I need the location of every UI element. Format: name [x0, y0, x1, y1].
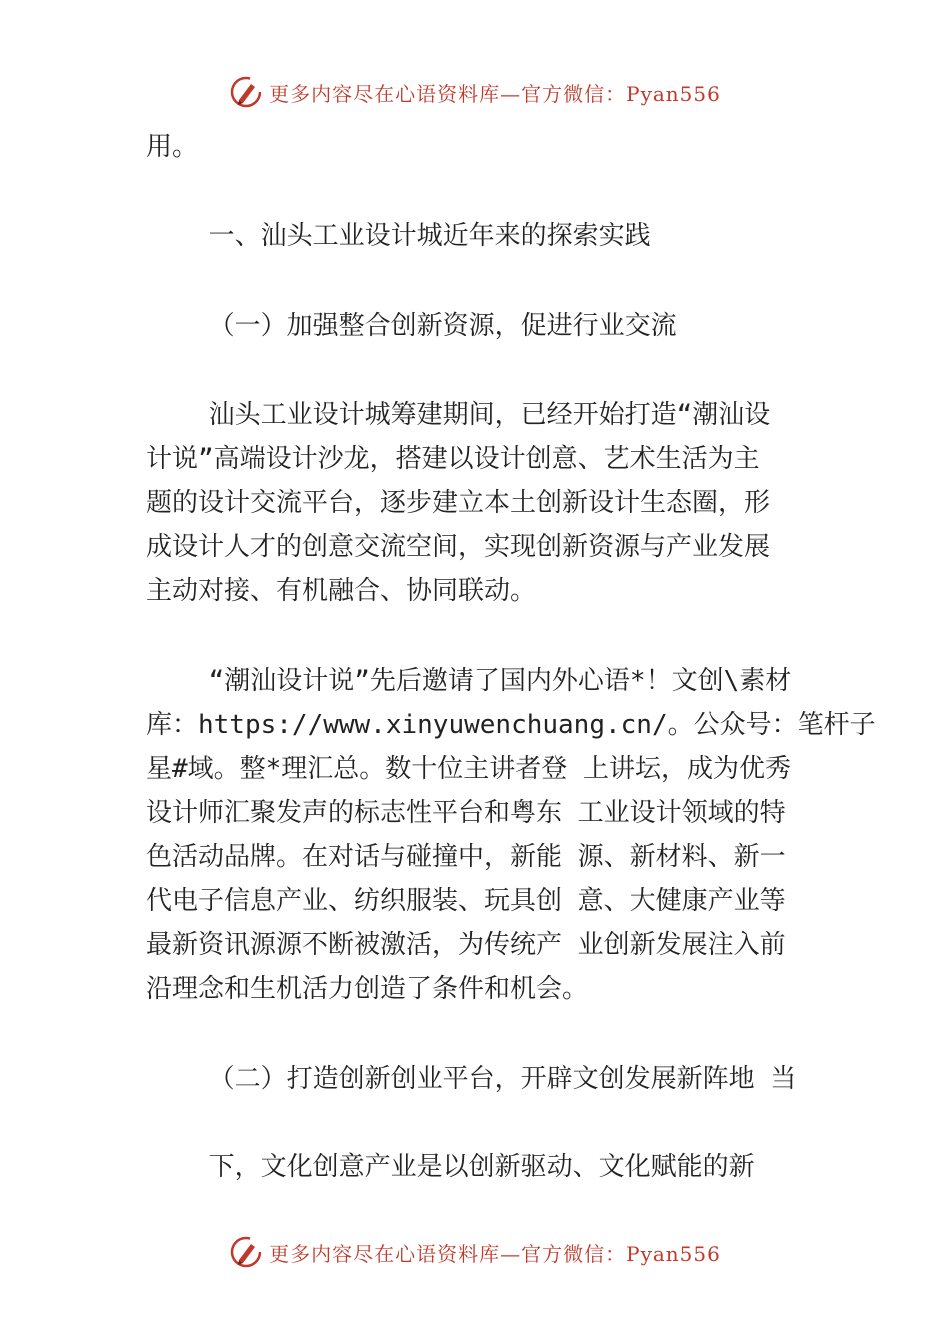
paragraph-line: 题的设计交流平台，逐步建立本土创新设计生态圈，形 — [146, 488, 771, 518]
footer-watermark — [0, 1232, 950, 1272]
pen-logo-icon — [229, 75, 263, 109]
paragraph-line: 库：https://www.xinyuwenchuang.cn/。公众号：笔杆子 — [146, 710, 876, 740]
paragraph-line: 计说”高端设计沙龙，搭建以设计创意、艺术生活为主 — [146, 444, 760, 474]
paragraph-line: 主动对接、有机融合、协同联动。 — [146, 576, 537, 606]
subsection-heading: （一）加强整合创新资源，促进行业交流 — [146, 311, 677, 341]
paragraph-line: 代电子信息产业、纺织服装、玩具创 意、大健康产业等 — [146, 886, 786, 916]
paragraph-line: 星#域。整*理汇总。数十位主讲者登 上讲坛，成为优秀 — [146, 754, 791, 784]
subsection-heading: （二）打造创新创业平台，开辟文创发展新阵地 当 — [146, 1064, 797, 1094]
header-watermark — [0, 72, 950, 112]
paragraph-line: 色活动品牌。在对话与碰撞中，新能 源、新材料、新一 — [146, 842, 786, 872]
paragraph-line: “潮汕设计说”先后邀请了国内外心语*！文创\素材 — [146, 666, 792, 696]
paragraph-line: 设计师汇聚发声的标志性平台和粤东 工业设计领域的特 — [146, 798, 786, 828]
paragraph-line: 汕头工业设计城筹建期间，已经开始打造“潮汕设 — [146, 400, 771, 430]
section-heading: 一、汕头工业设计城近年来的探索实践 — [146, 221, 651, 251]
watermark-text: 更多内容尽在心语资料库—官方微信：Pyan556 — [269, 81, 721, 106]
paragraph-line: 下，文化创意产业是以创新驱动、文化赋能的新 — [146, 1152, 755, 1182]
text-line: 用。 — [146, 132, 199, 162]
paragraph-line: 最新资讯源源不断被激活，为传统产 业创新发展注入前 — [146, 930, 786, 960]
paragraph-line: 成设计人才的创意交流空间，实现创新资源与产业发展 — [146, 532, 771, 562]
pen-logo-icon — [229, 1235, 263, 1269]
watermark-text: 更多内容尽在心语资料库—官方微信：Pyan556 — [269, 1241, 721, 1266]
paragraph-line: 沿理念和生机活力创造了条件和机会。 — [146, 974, 589, 1004]
